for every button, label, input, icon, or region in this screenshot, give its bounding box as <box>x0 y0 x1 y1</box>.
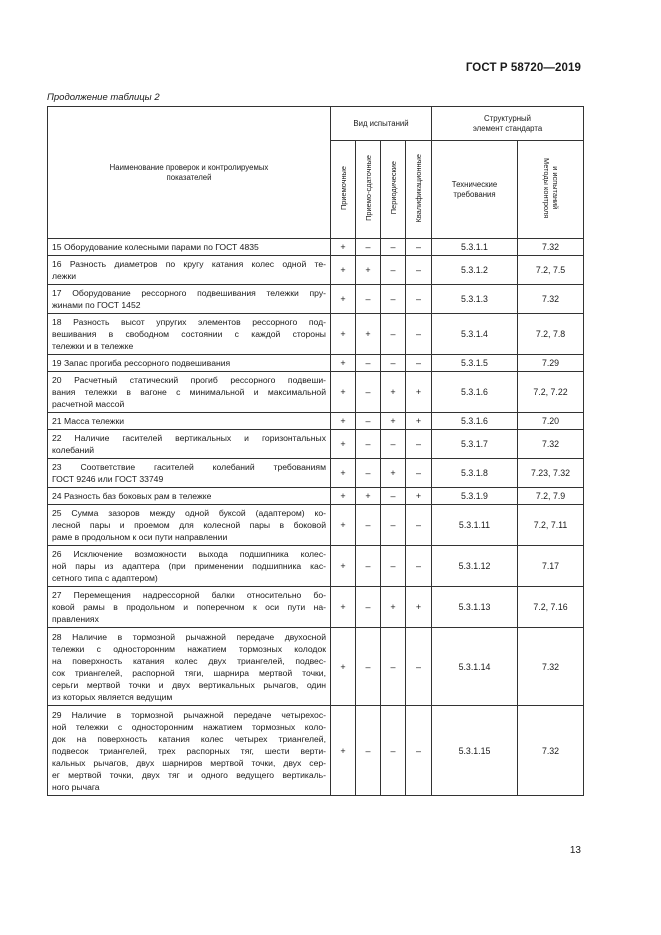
mark-acceptance: + <box>331 355 356 372</box>
mark-delivery: – <box>356 628 381 706</box>
method-ref: 7.2, 7.5 <box>518 256 584 285</box>
tech-requirement-ref: 5.3.1.5 <box>432 355 518 372</box>
mark-periodic: – <box>381 488 406 505</box>
tech-requirement-ref: 5.3.1.1 <box>432 239 518 256</box>
check-name-line: колебаний <box>52 445 94 455</box>
mark-delivery: + <box>356 314 381 355</box>
mark-qualification: – <box>406 256 432 285</box>
mark-periodic: – <box>381 285 406 314</box>
mark-delivery: – <box>356 413 381 430</box>
table-row <box>48 430 584 459</box>
mark-periodic: – <box>381 505 406 546</box>
tech-requirement-ref: 5.3.1.4 <box>432 314 518 355</box>
header-delivery: Приемо-сдаточные <box>356 141 381 239</box>
header-check-name <box>48 107 331 239</box>
table-row <box>48 256 584 285</box>
check-name-line: тележки и в тележке <box>52 341 134 351</box>
mark-periodic: – <box>381 430 406 459</box>
mark-acceptance: + <box>331 488 356 505</box>
check-name-line: из которых является ведущим <box>52 691 173 702</box>
check-name-line: кальных рычагов, двух шарниров мертвой точки, двух сер- <box>52 757 326 768</box>
mark-delivery: + <box>356 256 381 285</box>
mark-delivery: – <box>356 706 381 796</box>
method-ref: 7.2, 7.22 <box>518 372 584 413</box>
table-row <box>48 628 584 706</box>
mark-delivery: – <box>356 372 381 413</box>
table-row <box>48 459 584 488</box>
mark-acceptance: + <box>331 546 356 587</box>
mark-qualification: – <box>406 239 432 256</box>
method-ref: 7.32 <box>518 628 584 706</box>
mark-qualification: + <box>406 488 432 505</box>
check-name-line: вания тележки в вагоне с минимальной и максимальной <box>52 387 326 397</box>
method-ref: 7.32 <box>518 430 584 459</box>
mark-qualification: + <box>406 413 432 430</box>
check-name-line: 20 Расчетный статический прогиб рессорного подвеши- <box>52 375 326 385</box>
mark-periodic: – <box>381 256 406 285</box>
mark-delivery: – <box>356 285 381 314</box>
check-name <box>48 355 331 372</box>
check-name-line: лесной пары и проемом для колесной пары в боковой <box>52 520 326 530</box>
mark-acceptance: + <box>331 413 356 430</box>
mark-qualification: – <box>406 285 432 314</box>
table-body <box>48 239 584 796</box>
check-name <box>48 372 331 413</box>
header-acceptance: Приемочные <box>331 141 356 239</box>
check-name <box>48 706 331 796</box>
table-row <box>48 505 584 546</box>
method-ref: 7.32 <box>518 239 584 256</box>
tech-requirement-ref: 5.3.1.3 <box>432 285 518 314</box>
check-name-line: 29 Наличие в тормозной рычажной передаче четырехос- <box>52 709 326 720</box>
check-name-line: на поверхность катания колес двух триангелей, подвес- <box>52 655 326 666</box>
mark-acceptance: + <box>331 372 356 413</box>
tech-requirement-ref: 5.3.1.6 <box>432 413 518 430</box>
check-name-line: подвесок триангелей, трех распорных тяг, шести верти- <box>52 745 326 756</box>
check-name <box>48 587 331 628</box>
header-methods-line: и испытаний <box>550 166 560 210</box>
tech-requirement-ref: 5.3.1.11 <box>432 505 518 546</box>
table-row <box>48 413 584 430</box>
check-name-line: 23 Соответствие гасителей колебаний требованиям <box>52 462 326 472</box>
table-caption: Продолжение таблицы 2 <box>47 92 160 103</box>
check-name-line: ег мертвой точки, двух тяг и одного ведущего вертикаль- <box>52 769 326 780</box>
check-name-line: 15 Оборудование колесными парами по ГОСТ 4835 <box>52 242 259 252</box>
mark-qualification: – <box>406 628 432 706</box>
table-row <box>48 488 584 505</box>
table-row <box>48 706 584 796</box>
check-name-line: 19 Запас прогиба рессорного подвешивания <box>52 358 231 368</box>
mark-delivery: – <box>356 355 381 372</box>
header-test-group: Вид испытаний <box>331 107 432 141</box>
mark-qualification: + <box>406 372 432 413</box>
check-name-line: ной тележки с односторонним нажатием тормозных коло- <box>52 721 326 732</box>
check-name <box>48 430 331 459</box>
header-check-name-line: показателей <box>166 172 212 182</box>
check-name-line: ковой рамы в продольном и поперечном к оси пути на- <box>52 602 326 612</box>
tech-requirement-ref: 5.3.1.2 <box>432 256 518 285</box>
check-name-line: сок триангелей, распорной тяги, шарнира мертвой точки, <box>52 667 326 678</box>
mark-qualification: – <box>406 546 432 587</box>
check-name <box>48 546 331 587</box>
mark-periodic: + <box>381 413 406 430</box>
tech-requirement-ref: 5.3.1.15 <box>432 706 518 796</box>
mark-periodic: – <box>381 546 406 587</box>
mark-delivery: – <box>356 239 381 256</box>
mark-qualification: – <box>406 706 432 796</box>
check-name-line: сетного типа с адаптером) <box>52 573 158 583</box>
mark-acceptance: + <box>331 459 356 488</box>
header-methods-line: Методы контроля <box>541 157 551 219</box>
tech-requirement-ref: 5.3.1.7 <box>432 430 518 459</box>
mark-periodic: – <box>381 239 406 256</box>
mark-periodic: + <box>381 459 406 488</box>
tech-requirement-ref: 5.3.1.12 <box>432 546 518 587</box>
check-name-line: 24 Разность баз боковых рам в тележке <box>52 491 212 501</box>
check-name <box>48 628 331 706</box>
check-name-line: раме в продольном к оси пути направлении <box>52 532 228 542</box>
tech-requirement-ref: 5.3.1.13 <box>432 587 518 628</box>
check-name <box>48 488 331 505</box>
page-number: 13 <box>569 845 581 856</box>
header-tech-requirements <box>432 141 518 239</box>
header-qualification: Квалификационные <box>406 141 432 239</box>
tech-requirement-ref: 5.3.1.9 <box>432 488 518 505</box>
table-row <box>48 285 584 314</box>
mark-acceptance: + <box>331 505 356 546</box>
mark-periodic: + <box>381 587 406 628</box>
check-name <box>48 256 331 285</box>
header-tech-line: требования <box>453 189 496 199</box>
table-row <box>48 239 584 256</box>
method-ref: 7.2, 7.9 <box>518 488 584 505</box>
mark-periodic: – <box>381 628 406 706</box>
check-name-line: 21 Масса тележки <box>52 416 125 426</box>
method-ref: 7.29 <box>518 355 584 372</box>
mark-acceptance: + <box>331 706 356 796</box>
check-name-line: тележки с односторонним нажатием тормозных колодок <box>52 643 326 654</box>
standard-code: ГОСТ Р 58720—2019 <box>465 62 581 74</box>
header-struct-line: Структурный <box>484 113 531 123</box>
table-row <box>48 372 584 413</box>
check-name-line: ГОСТ 9246 или ГОСТ 33749 <box>52 474 164 484</box>
check-name <box>48 239 331 256</box>
header-check-name-line: Наименование проверок и контролируемых <box>109 162 269 172</box>
check-name-line: правлениях <box>52 614 99 624</box>
mark-qualification: – <box>406 314 432 355</box>
check-name <box>48 413 331 430</box>
mark-acceptance: + <box>331 628 356 706</box>
method-ref: 7.32 <box>518 706 584 796</box>
method-ref: 7.2, 7.16 <box>518 587 584 628</box>
mark-delivery: + <box>356 488 381 505</box>
check-name-line: 16 Разность диаметров по кругу катания колес одной те- <box>52 259 326 269</box>
check-name-line: 17 Оборудование рессорного подвешивания тележки пру- <box>52 288 326 298</box>
table-row <box>48 587 584 628</box>
mark-periodic: – <box>381 355 406 372</box>
mark-qualification: – <box>406 430 432 459</box>
check-name <box>48 285 331 314</box>
mark-qualification: – <box>406 505 432 546</box>
table-row <box>48 546 584 587</box>
tech-requirement-ref: 5.3.1.6 <box>432 372 518 413</box>
check-name <box>48 459 331 488</box>
mark-acceptance: + <box>331 430 356 459</box>
tech-requirement-ref: 5.3.1.8 <box>432 459 518 488</box>
mark-delivery: – <box>356 505 381 546</box>
mark-qualification: + <box>406 587 432 628</box>
mark-acceptance: + <box>331 285 356 314</box>
check-name-line: 28 Наличие в тормозной рычажной передаче двухосной <box>52 631 326 642</box>
check-name-line: ного рычага <box>52 781 100 792</box>
tests-table <box>47 106 584 796</box>
check-name-line: серьги мертвой точки и двух вертикальных рычагов, один <box>52 679 326 690</box>
method-ref: 7.17 <box>518 546 584 587</box>
method-ref: 7.2, 7.11 <box>518 505 584 546</box>
mark-acceptance: + <box>331 256 356 285</box>
mark-qualification: – <box>406 459 432 488</box>
mark-delivery: – <box>356 430 381 459</box>
table-row <box>48 314 584 355</box>
mark-acceptance: + <box>331 239 356 256</box>
mark-acceptance: + <box>331 587 356 628</box>
mark-periodic: + <box>381 372 406 413</box>
method-ref: 7.23, 7.32 <box>518 459 584 488</box>
mark-periodic: – <box>381 706 406 796</box>
tech-requirement-ref: 5.3.1.14 <box>432 628 518 706</box>
check-name <box>48 314 331 355</box>
header-methods <box>518 141 584 239</box>
mark-delivery: – <box>356 587 381 628</box>
check-name-line: лежки <box>52 271 77 281</box>
check-name-line: вешивания в свободном состоянии с каждой стороны <box>52 329 326 339</box>
check-name-line: расчетной массой <box>52 399 125 409</box>
check-name-line: 27 Перемещения надрессорной балки относительно бо- <box>52 590 326 600</box>
check-name <box>48 505 331 546</box>
header-struct-line: элемент стандарта <box>472 123 543 133</box>
method-ref: 7.2, 7.8 <box>518 314 584 355</box>
mark-qualification: – <box>406 355 432 372</box>
mark-periodic: – <box>381 314 406 355</box>
mark-delivery: – <box>356 459 381 488</box>
header-struct-group <box>432 107 584 141</box>
check-name-line: 25 Сумма зазоров между одной буксой (адаптером) ко- <box>52 508 326 518</box>
method-ref: 7.20 <box>518 413 584 430</box>
header-tech-line: Технические <box>451 179 498 189</box>
mark-delivery: – <box>356 546 381 587</box>
check-name-line: 26 Исключение возможности выхода подшипника колес- <box>52 549 326 559</box>
method-ref: 7.32 <box>518 285 584 314</box>
table-row <box>48 355 584 372</box>
check-name-line: док на поверхность катания колес четырех триангелей, <box>52 733 326 744</box>
check-name-line: 22 Наличие гасителей вертикальных и горизонтальных <box>52 433 326 443</box>
header-periodic: Периодические <box>381 141 406 239</box>
mark-acceptance: + <box>331 314 356 355</box>
check-name-line: жинами по ГОСТ 1452 <box>52 300 141 310</box>
check-name-line: 18 Разность высот упругих элементов рессорного под- <box>52 317 326 327</box>
check-name-line: ной пары из адаптера (при применении подшипника кас- <box>52 561 326 571</box>
